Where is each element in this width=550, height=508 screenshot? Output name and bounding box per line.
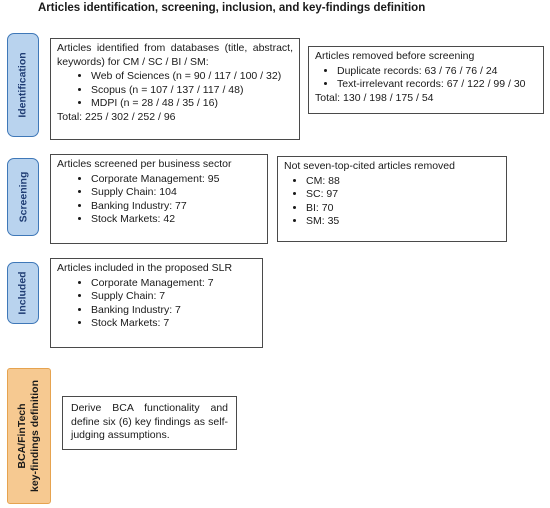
included-item: • Supply Chain: 7 xyxy=(91,290,256,304)
removed-item: • Text-irrelevant records: 67 / 122 / 99 / 30 xyxy=(337,78,537,92)
not-cited-item: • SC: 97 xyxy=(306,188,500,202)
screening-box xyxy=(50,154,268,244)
removed-box xyxy=(308,46,544,114)
not-cited-box xyxy=(277,156,507,242)
stage-included-label: Included xyxy=(17,271,30,315)
identification-box xyxy=(50,38,300,140)
included-heading: Articles included in the proposed SLR xyxy=(57,262,233,274)
not-cited-item: • SM: 35 xyxy=(306,215,500,229)
screening-heading: Articles screened per business sector xyxy=(57,158,232,170)
stage-screening xyxy=(7,158,39,236)
stage-findings xyxy=(7,368,51,504)
not-cited-heading: Not seven-top-cited articles removed xyxy=(284,160,455,172)
identification-heading: Articles identified from databases (title, abstract, keywords) for CM / SC / BI / SM: xyxy=(57,42,293,68)
screening-item: • Supply Chain: 104 xyxy=(91,186,261,200)
not-cited-item: • BI: 70 xyxy=(306,202,500,216)
screening-item: • Stock Markets: 42 xyxy=(91,213,261,227)
included-item: • Stock Markets: 7 xyxy=(91,317,256,331)
stage-identification xyxy=(7,33,39,137)
included-box xyxy=(50,258,263,348)
included-item: • Corporate Management: 7 xyxy=(91,277,256,291)
removed-item: • Duplicate records: 63 / 76 / 76 / 24 xyxy=(337,65,537,79)
identification-item: • Scopus (n = 107 / 137 / 117 / 48) xyxy=(91,84,293,98)
diagram-title: Articles identification, screening, inclusion, and key-findings definition xyxy=(38,2,426,14)
findings-box xyxy=(62,396,237,450)
included-item: • Banking Industry: 7 xyxy=(91,304,256,318)
stage-included xyxy=(7,262,39,324)
screening-item: • Banking Industry: 77 xyxy=(91,200,261,214)
stage-screening-label: Screening xyxy=(17,171,29,223)
stage-findings-label xyxy=(16,380,42,492)
identification-item: • Web of Sciences (n = 90 / 117 / 100 / 32) xyxy=(91,70,293,84)
removed-total: Total: 130 / 198 / 175 / 54 xyxy=(315,91,434,104)
identification-item: • MDPI (n = 28 / 48 / 35 / 16) xyxy=(91,97,293,111)
not-cited-item: • CM: 88 xyxy=(306,175,500,189)
removed-heading: Articles removed before screening xyxy=(315,50,475,62)
screening-item: • Corporate Management: 95 xyxy=(91,173,261,187)
findings-text: Derive BCA functionality and define six (6) key findings as self-judging assumptions. xyxy=(71,402,228,442)
stage-findings-label-line-2: key-findings definition xyxy=(29,380,41,492)
stage-identification-label: Identification xyxy=(17,52,29,118)
identification-total: Total: 225 / 302 / 252 / 96 xyxy=(57,110,176,123)
stage-findings-label-line-1: BCA/FinTech xyxy=(16,403,28,469)
